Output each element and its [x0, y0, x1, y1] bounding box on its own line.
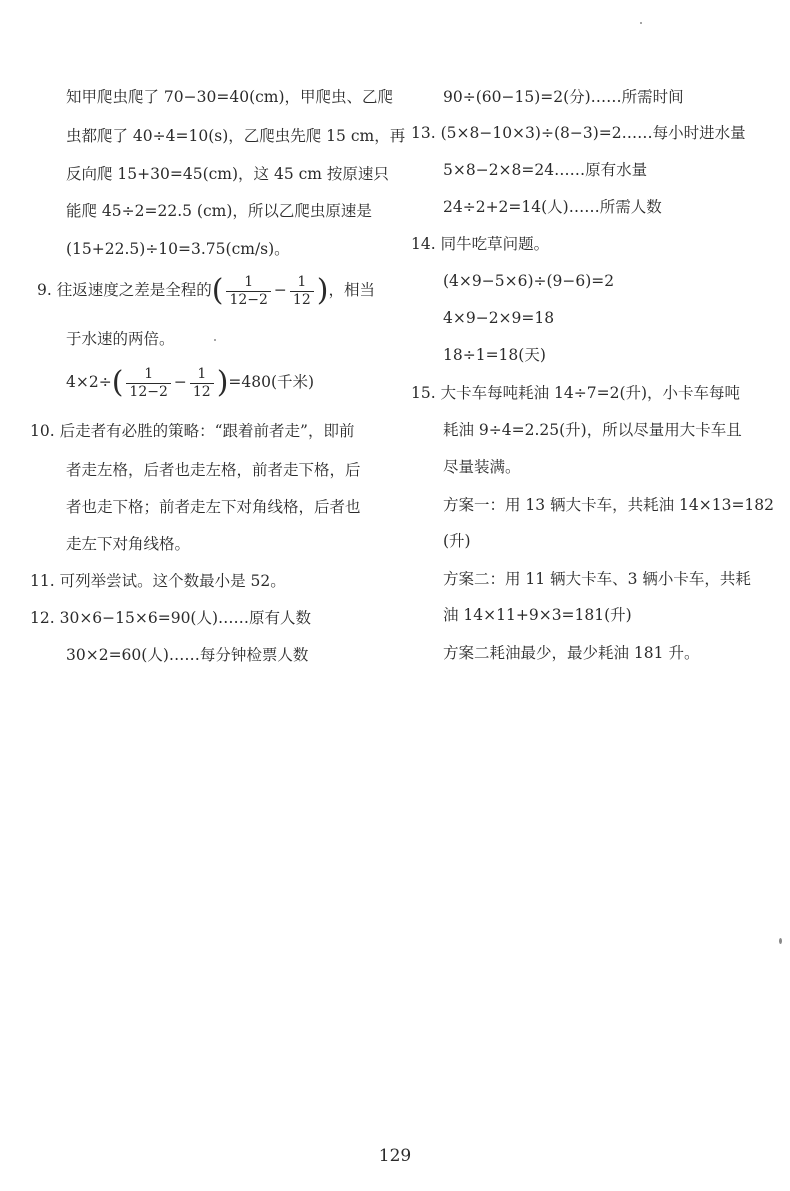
q15-line-5: (升): [443, 532, 471, 550]
q15-line-1: [411, 382, 740, 404]
q14-line-2: (4×9−5×6)÷(9−6)=2: [443, 272, 615, 290]
q9-minus: −: [273, 281, 287, 299]
page-number: 129: [378, 1146, 412, 1166]
q9-fraction-1-denominator: 12−2: [229, 291, 268, 308]
scan-speck: [214, 339, 216, 341]
q10-line-3: 者也走下格；前者走左下对角线格，后者也: [66, 498, 361, 516]
q9-fraction-2: [290, 274, 314, 309]
q13-line-2: 5×8−2×8=24……原有水量: [443, 161, 648, 179]
q12-line-1: [30, 607, 311, 629]
left-line-5: (15+22.5)÷10=3.75(cm/s)。: [66, 240, 290, 258]
q9-calc-fraction-2: [190, 366, 214, 401]
q9-fraction-2-numerator: 1: [290, 274, 314, 292]
q15-line-3: 尽量装满。: [443, 458, 521, 476]
q9-line-1: [37, 272, 375, 309]
q9-calc-minus: −: [173, 373, 187, 391]
q10-number: 10.: [30, 422, 55, 440]
q14-line-1: [411, 233, 549, 255]
q9-calc-left-paren: (: [111, 365, 124, 400]
q14-number: 14.: [411, 235, 436, 253]
q12-line-2: 30×2=60(人)……每分钟检票人数: [66, 646, 309, 664]
q15-number: 15.: [411, 384, 436, 402]
q9-text: 往返速度之差是全程的: [56, 281, 212, 299]
q9-calc-right-paren: ): [216, 365, 229, 400]
q9-fraction-1-numerator: 1: [226, 274, 270, 292]
q14-line-3: 4×9−2×9=18: [443, 309, 555, 327]
q15-text-1: 大卡车每吨耗油 14÷7=2(升)，小卡车每吨: [440, 384, 741, 402]
q10-line-1: [30, 420, 354, 442]
q9-text-end: ，相当: [328, 281, 375, 299]
q9-calc-result: =480(千米): [228, 373, 315, 391]
q11-number: 11.: [30, 572, 55, 590]
q15-line-7: 油 14×11+9×3=181(升): [443, 606, 632, 624]
q10-text-1: 后走者有必胜的策略：“跟着前者走”，即前: [59, 422, 355, 440]
q13-line-1: [411, 122, 746, 144]
q12-text-1: 30×6−15×6=90(人)……原有人数: [59, 609, 312, 627]
q14-text-1: 同牛吃草问题。: [440, 235, 550, 253]
q11-text-1: 可列举尝试。这个数最小是 52。: [59, 572, 286, 590]
q9-calc-fraction-2-numerator: 1: [190, 366, 214, 384]
q10-line-4: 走左下对角线格。: [66, 535, 191, 553]
scan-speck: [640, 22, 642, 24]
q13-line-3: 24÷2+2=14(人)……所需人数: [443, 198, 662, 216]
q15-line-2: 耗油 9÷4=2.25(升)，所以尽量用大卡车且: [443, 421, 742, 439]
q9-fraction-2-denominator: 12: [292, 291, 311, 308]
q13-text-1: (5×8−10×3)÷(8−3)=2……每小时进水量: [440, 124, 746, 142]
right-line-1: 90÷(60−15)=2(分)……所需时间: [443, 88, 684, 106]
q9-calc-fraction-1-denominator: 12−2: [129, 383, 168, 400]
q9-fraction-1: [226, 274, 270, 309]
q14-line-4: 18÷1=18(天): [443, 346, 546, 364]
left-line-1: 知甲爬虫爬了 70−30=40(cm)，甲爬虫、乙爬: [66, 88, 394, 106]
q13-number: 13.: [411, 124, 436, 142]
q11-line-1: [30, 570, 286, 592]
q9-line-2: 于水速的两倍。: [66, 330, 175, 348]
q10-line-2: 者走左格，后者也走左格，前者走下格，后: [66, 461, 361, 479]
q9-calc-fraction-1-numerator: 1: [126, 366, 170, 384]
q15-line-8: 方案二耗油最少，最少耗油 181 升。: [443, 644, 700, 662]
scan-speck: [779, 938, 782, 944]
q9-calc-fraction-1: [126, 366, 170, 401]
q9-calc-fraction-2-denominator: 12: [192, 383, 211, 400]
left-line-4: 能爬 45÷2=22.5 (cm)，所以乙爬虫原速是: [66, 202, 372, 220]
q9-number: 9.: [37, 281, 52, 299]
left-line-3: 反向爬 15+30=45(cm)，这 45 cm 按原速只: [66, 165, 389, 183]
left-line-2: 虫都爬了 40÷4=10(s)，乙爬虫先爬 15 cm，再: [66, 127, 406, 145]
q15-line-4: 方案一：用 13 辆大卡车，共耗油 14×13=182: [443, 496, 775, 514]
q9-calc-start: 4×2÷: [66, 373, 112, 391]
q9-calc-line: [66, 364, 314, 401]
q9-right-paren: ): [316, 273, 329, 308]
q9-left-paren: (: [211, 273, 224, 308]
q15-line-6: 方案二：用 11 辆大卡车、3 辆小卡车，共耗: [443, 570, 751, 588]
q12-number: 12.: [30, 609, 55, 627]
